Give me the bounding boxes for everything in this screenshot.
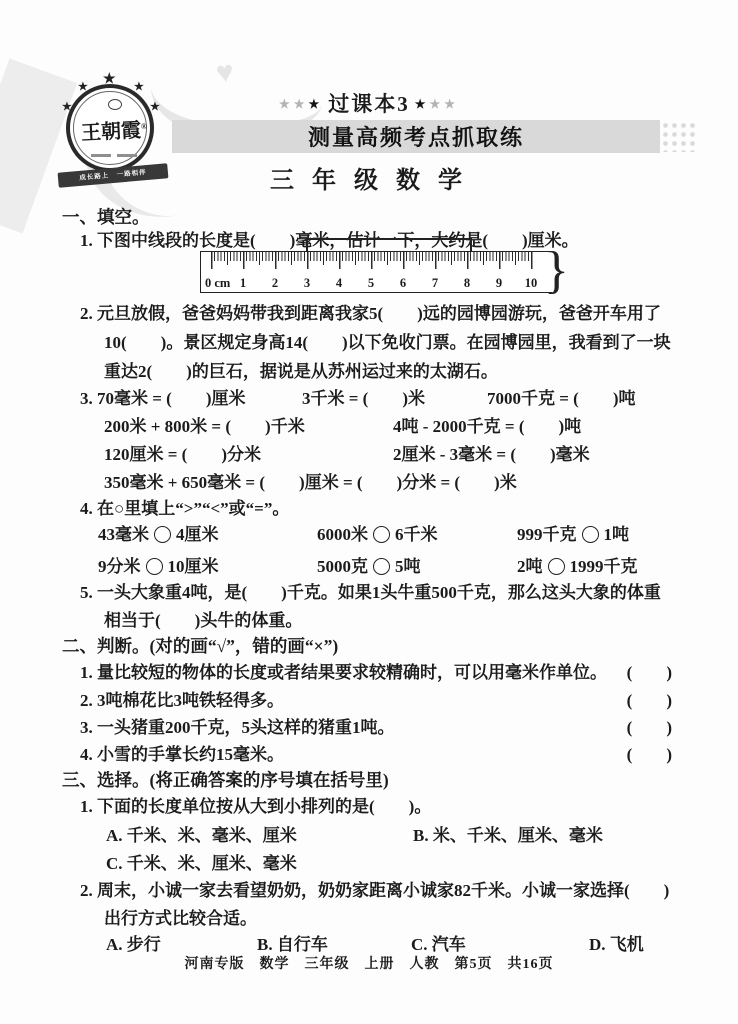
ruler-figure: [200, 238, 569, 299]
grade-title: 三 年 级 数 学: [270, 168, 468, 194]
q4-comparison: 43毫米 4厘米: [98, 525, 219, 544]
judgment-item: [80, 717, 672, 738]
q3-conversion: 200米 + 800米 = ( )千米: [104, 417, 305, 436]
q3-conversion: 3. 70毫米 = ( )厘米: [80, 389, 246, 408]
stars-gray-left: ★★: [278, 97, 309, 111]
judgment-item: [80, 744, 672, 765]
choice-q2-option-c: C. 汽车: [411, 935, 466, 954]
ruler-label: 4: [335, 276, 343, 290]
brand-name-text: 王朝霞: [80, 119, 142, 145]
choice-q2-line-1: 2. 周末，小诚一家去看望奶奶，奶奶家距离小诚家82千米。小诚一家选择( ): [80, 881, 670, 900]
ruler-label: 8: [463, 276, 471, 290]
badge-star-icon: ★: [78, 81, 88, 93]
ruler-torn-edge: }: [544, 242, 569, 299]
badge-star-icon: ★: [103, 72, 116, 87]
answer-blank: ( ): [626, 691, 672, 710]
ruler-label: 0 cm: [205, 276, 231, 290]
judgment-item: [80, 690, 672, 711]
badge-emblem-icon: [108, 99, 122, 110]
choice-q1: 1. 下面的长度单位按从大到小排列的是( )。: [80, 797, 432, 816]
ruler-label: 7: [431, 276, 439, 290]
judgment-text: 2. 3吨棉花比3吨铁轻得多。: [80, 691, 284, 710]
banner-dissolve-dots: [661, 121, 697, 152]
ruler-label: 1: [239, 276, 247, 290]
badge-star-icon: ★: [62, 101, 72, 113]
compare-circle: [154, 526, 171, 543]
choice-q1-option-c: C. 千米、米、厘米、毫米: [106, 854, 297, 873]
q4-comparison: 2吨 1999千克: [517, 557, 638, 576]
ruler-label: 3: [303, 276, 311, 290]
answer-blank: ( ): [626, 663, 672, 682]
star-black-right: ★: [414, 97, 430, 111]
section-1-title: 一、填空。: [62, 207, 150, 227]
q3-conversion: 4吨 - 2000千克 = ( )吨: [393, 417, 582, 436]
choice-q1-option-b: B. 米、千米、厘米、毫米: [413, 826, 603, 845]
q1-text: 1. 下图中线段的长度是( )毫米，估计一下，大约是( )厘米。: [80, 231, 579, 250]
q2-line-1: 2. 元旦放假，爸爸妈妈带我到距离我家5( )远的园博园游玩，爸爸开车用了: [80, 304, 661, 323]
q3-conversion: 350毫米 + 650毫米 = ( )厘米 = ( )分米 = ( )米: [104, 473, 517, 492]
ruler-label: 9: [495, 276, 503, 290]
answer-blank: ( ): [626, 718, 672, 737]
q4-head: 4. 在○里填上“>”“<”或“=”。: [80, 499, 290, 518]
banner-strip: [172, 120, 660, 153]
choice-q2-line-2: 出行方式比较合适。: [104, 909, 257, 928]
stars-gray-right: ★★: [429, 97, 460, 111]
answer-blank: ( ): [626, 745, 672, 764]
q3-conversion: 120厘米 = ( )分米: [104, 445, 262, 464]
q5-line-1: 5. 一头大象重4吨，是( )千克。如果1头牛重500千克，那么这头大象的体重: [80, 583, 661, 602]
q3-conversion: 3千米 = ( )米: [302, 389, 426, 408]
q3-conversion: 2厘米 - 3毫米 = ( )毫米: [393, 445, 590, 464]
badge-circle: [66, 81, 154, 172]
section-3-title: 三、选择。(将正确答案的序号填在括号里): [62, 770, 389, 790]
q2-line-3: 重达2( )的巨石，据说是从苏州运过来的太湖石。: [104, 362, 498, 381]
ruler-label: 10: [524, 276, 538, 290]
ruler-label: 6: [399, 276, 407, 290]
compare-circle: [146, 558, 163, 575]
judgment-text: 4. 小雪的手掌长约15毫米。: [80, 745, 284, 764]
worksheet-body: [62, 205, 678, 967]
badge-star-icon: ★: [134, 81, 144, 93]
compare-circle: [373, 558, 390, 575]
choice-q2-option-d: D. 飞机: [589, 935, 644, 954]
unit-title: 过课本3: [328, 92, 410, 116]
choice-q1-option-a: A. 千米、米、毫米、厘米: [106, 826, 297, 845]
compare-circle: [548, 558, 565, 575]
q5-line-2: 相当于( )头牛的体重。: [104, 611, 303, 630]
q2-line-2: 10( )。景区规定身高14( )以下免收门票。在园博园里，我看到了一块: [104, 333, 671, 352]
badge-slogan-bars: [70, 144, 158, 162]
judgment-item: [80, 662, 672, 683]
badge-ribbon: 成长路上 一路相伴: [58, 163, 169, 188]
q4-comparison: 6000米 6千米: [317, 525, 438, 544]
compare-circle: [373, 526, 390, 543]
star-black-left: ★: [308, 97, 324, 111]
ruler-label: 5: [367, 276, 375, 290]
judgment-text: 1. 量比较短的物体的长度或者结果要求较精确时，可以用毫米作单位。: [80, 663, 607, 682]
choice-q2-option-a: A. 步行: [106, 935, 161, 954]
q4-comparison: 5000克 5吨: [317, 557, 421, 576]
brand-logo-badge: [56, 72, 172, 200]
decorative-heart-icon: ♥: [214, 55, 236, 90]
q3-conversion: 7000千克 = ( )吨: [487, 389, 636, 408]
ruler-label: 2: [271, 276, 279, 290]
brand-name: [69, 113, 158, 147]
badge-star-icon: ★: [150, 101, 160, 113]
judgment-text: 3. 一头猪重200千克，5头这样的猪重1吨。: [80, 718, 395, 737]
banner-title: 测量高频考点抓取练: [307, 125, 524, 150]
q4-comparison: 999千克 1吨: [517, 525, 629, 544]
page-footer: 河南专版 数学 三年级 上册 人教 第5页 共16页: [184, 957, 554, 972]
choice-q2-option-b: B. 自行车: [257, 935, 328, 954]
registered-mark: ®: [140, 121, 148, 131]
ruler-segment: [306, 238, 472, 252]
section-2-title: 二、判断。(对的画“√”，错的画“×”): [62, 636, 339, 656]
q4-comparison: 9分米 10厘米: [98, 557, 219, 576]
compare-circle: [582, 526, 599, 543]
ruler-body: [200, 251, 552, 293]
